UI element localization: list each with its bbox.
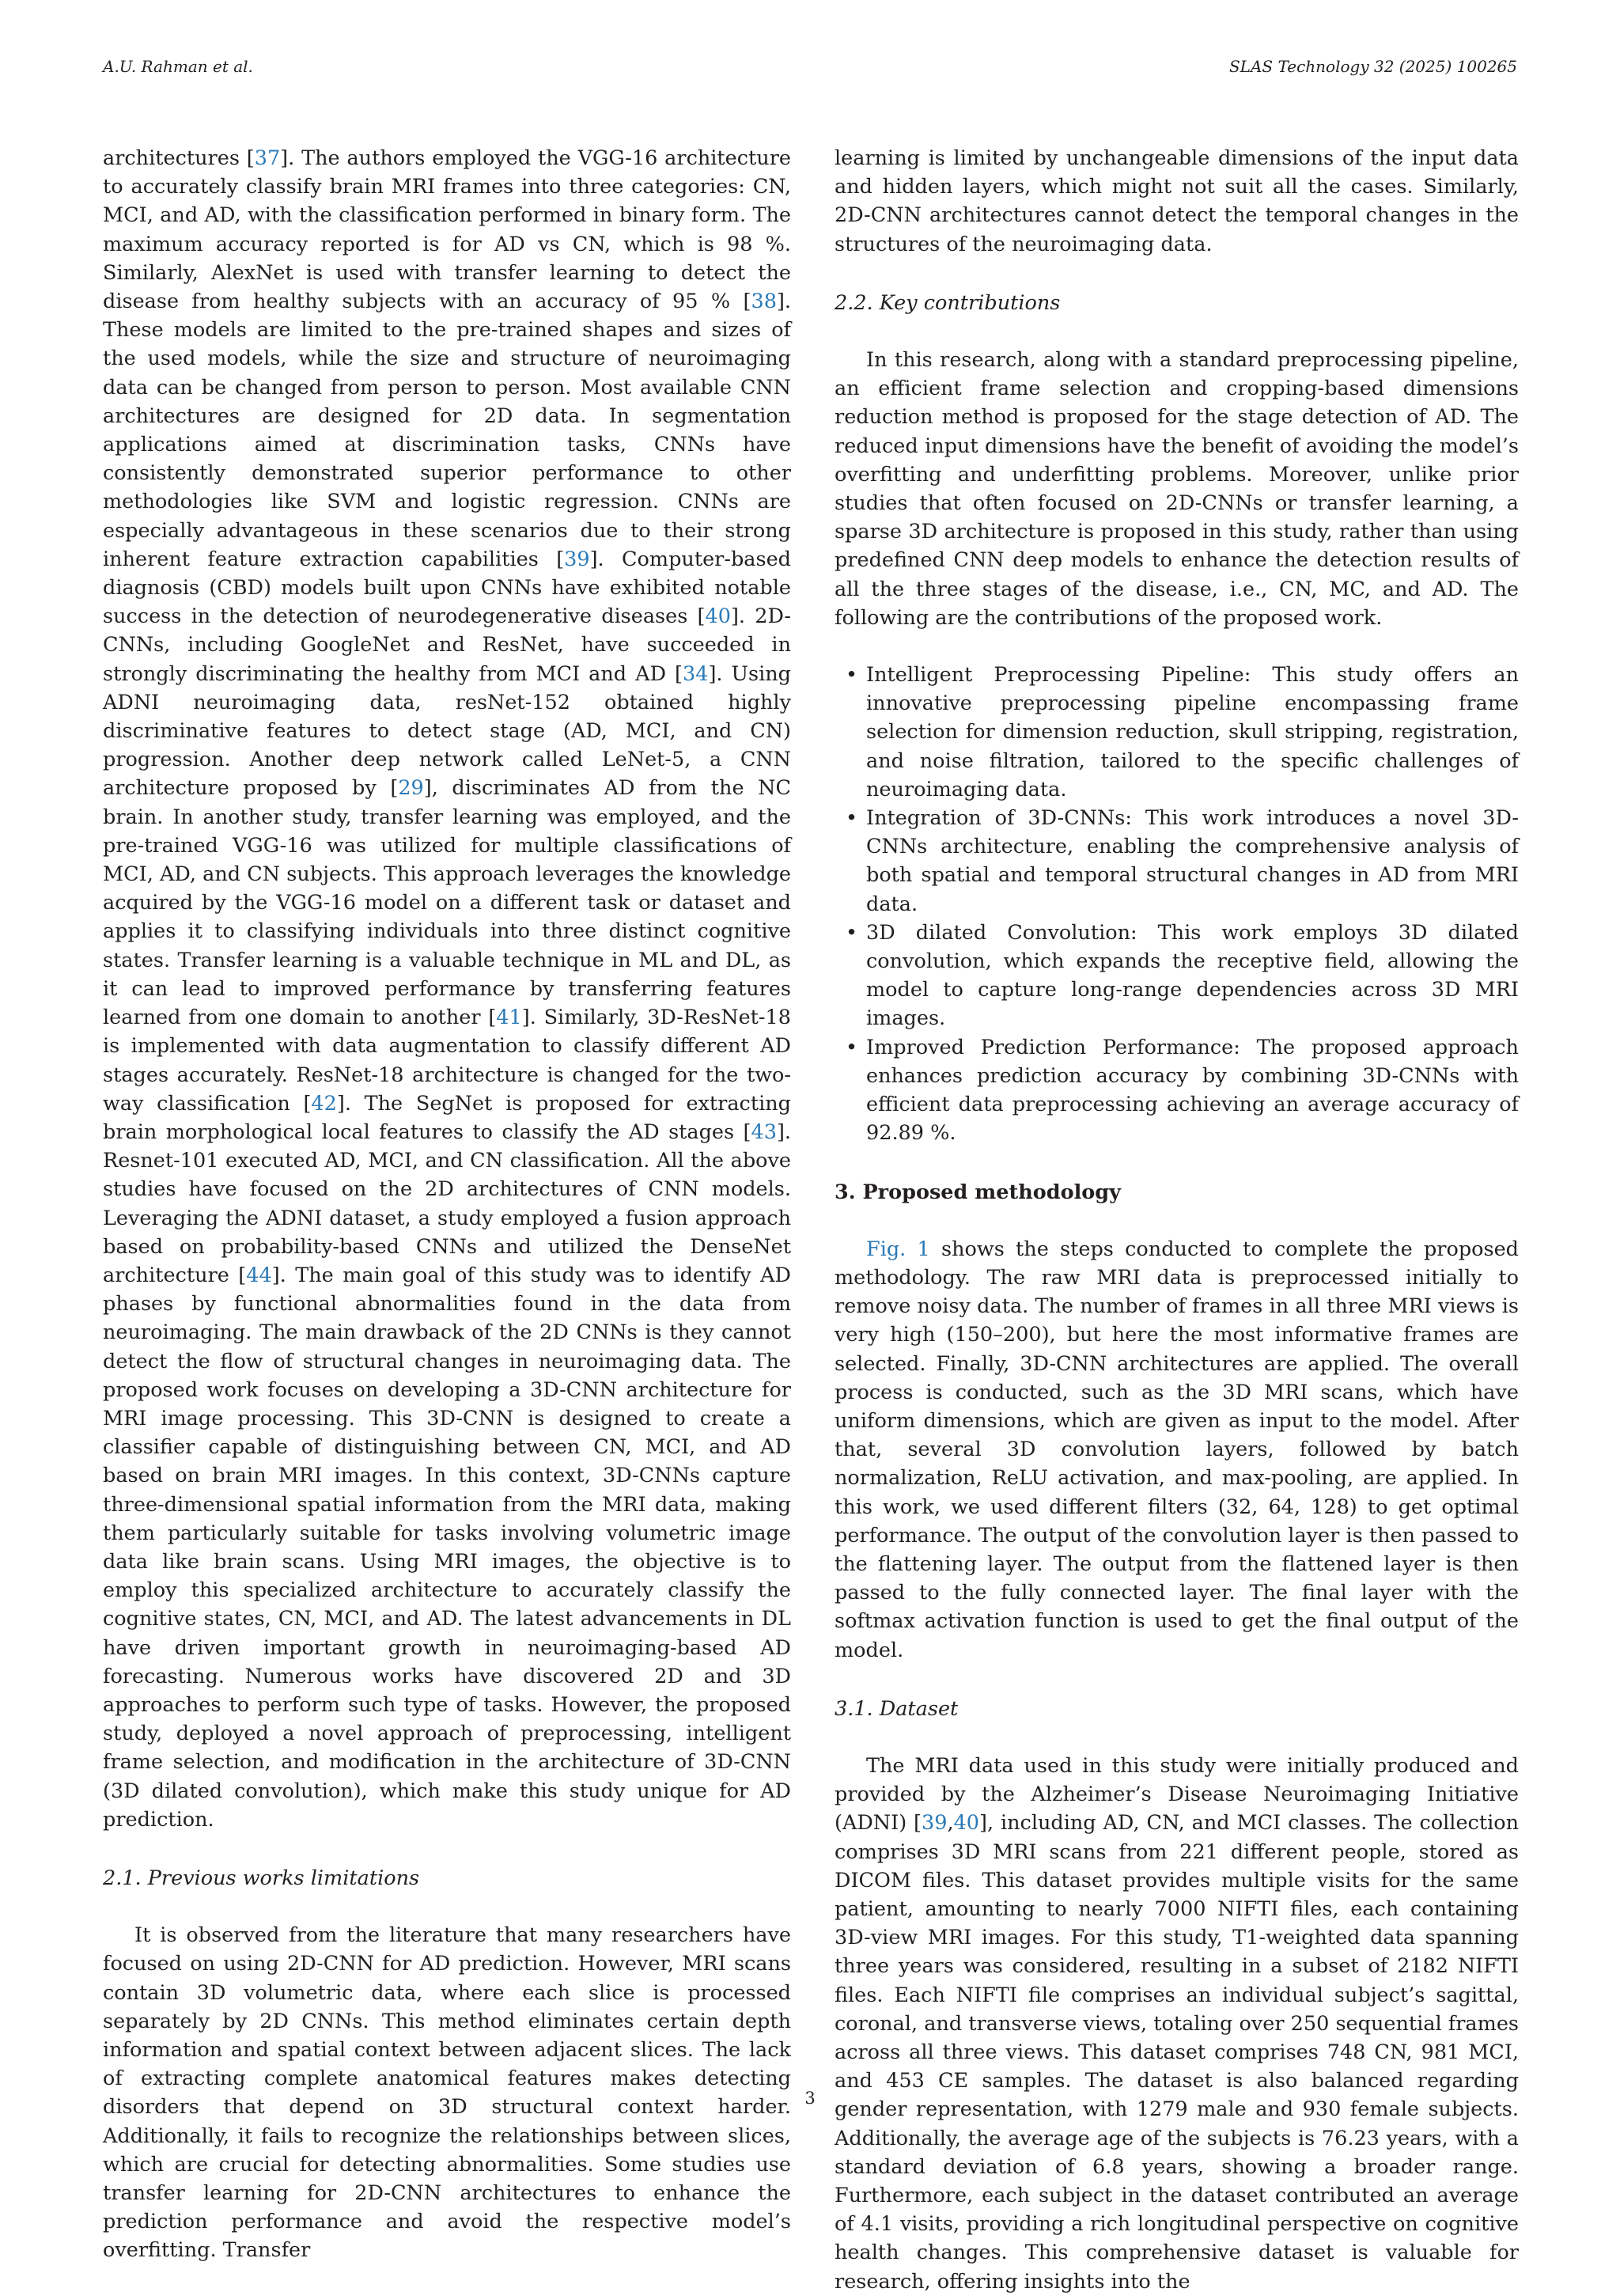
section-3-heading: 3. Proposed methodology	[835, 1180, 1121, 1204]
bullet-icon: •	[846, 920, 858, 945]
citation-link[interactable]: 41	[496, 1006, 522, 1030]
citation-link[interactable]: 42	[311, 1091, 337, 1116]
section-2-2-heading: 2.2. Key contributions	[835, 290, 1061, 315]
limitations-paragraph: It is observed from the literature that many researchers have focused on using 2D-CNN for AD prediction. However, MRI scans contain 3D volumetric data, where each slice is processed separately by 2D CNNs. This method eliminates certain depth information and spatial context between adjacent slices. The lack of extracting complete anatomical features makes detecting disorders that depend on 3D structural context harder. Additionally, it fails to recognize the relationships between slices, which are crucial for detecting abnormalities. Some studies use transfer learning for 2D-CNN architectures to enhance the prediction performance and avoid the respective model’s overfitting. Transfer	[103, 1923, 791, 2263]
running-header-authors: A.U. Rahman et al.	[103, 57, 253, 76]
citation-link[interactable]: 39	[564, 547, 590, 571]
citation-link[interactable]: 34	[683, 661, 709, 686]
figure-reference-link[interactable]: Fig. 1	[866, 1237, 930, 1261]
methodology-paragraph: Fig. 1 shows the steps conducted to complete the proposed methodology. The raw MRI data is preprocessed initially to remove noisy data. The number of frames in all three MRI views is very high (150–200), but here the most informative frames are selected. Finally, 3D-CNN architectures are applied. The overall process is conducted, such as the 3D MRI scans, which have uniform dimensions, which are given as input to the model. After that, several 3D convolution layers, followed by batch normalization, ReLU activation, and max-pooling, are applied. In this work, we used different filters (32, 64, 128) to get optimal performance. The output of the convolution layer is then passed to the flattening layer. The output from the flattened layer is then passed to the fully connected layer. The final layer with the softmax activation function is used to get the final output of the model.	[835, 1237, 1520, 1662]
citation-link[interactable]: 37	[254, 146, 281, 170]
citation-link[interactable]: 40	[953, 1811, 980, 1836]
bullet-icon: •	[846, 1035, 858, 1059]
citation-link[interactable]: 43	[751, 1120, 777, 1144]
citation-link[interactable]: 44	[246, 1263, 272, 1287]
section-2-1-heading: 2.1. Previous works limitations	[103, 1866, 420, 1890]
contributions-list	[835, 661, 1519, 1147]
citation-link[interactable]: 38	[751, 290, 777, 314]
contributions-paragraph: In this research, along with a standard preprocessing pipeline, an efficient frame selection and cropping-based dimensions reduction method is proposed for the stage detection of AD. The reduced input dimensions have the benefit of avoiding the model’s overfitting and underfitting problems. Moreover, unlike prior studies that often focused on 2D-CNNs or transfer learning, a sparse 3D architecture is proposed in this study, rather than using predefined CNN deep models to enhance the detection results of all the three stages of the disease, i.e., CN, MC, and AD. The following are the contributions of the proposed work.	[835, 348, 1519, 630]
running-header-journal: SLAS Technology 32 (2025) 100265	[1228, 57, 1517, 76]
intro-paragraph: architectures [37]. The authors employed the VGG-16 architecture to accurately classify brain MRI frames into three categories: CN, MCI, and AD, with the classification performed in binary form. The maximum accuracy reported is for AD vs CN, which is 98 %. Similarly, AlexNet is used with transfer learning to detect the disease from healthy subjects with an accuracy of 95 % [38]. These models are limited to the pre-trained shapes and sizes of the used models, while the size and structure of neuroimaging data can be changed from person to person. Most available CNN architectures are designed for 2D data. In segmentation applications aimed at discrimination tasks, CNNs have consistently demonstrated superior performance to other methodologies like SVM and logistic regression. CNNs are especially advantageous in these scenarios due to their strong inherent feature extraction capabilities [39]. Computer-based diagnosis (CBD) models built upon CNNs have exhibited notable success in the detection of neurodegenerative diseases [40]. 2D-CNNs, including GoogleNet and ResNet, have succeeded in strongly discriminating the healthy from MCI and AD [34]. Using ADNI neuroimaging data, resNet-152 obtained highly discriminative features to detect stage (AD, MCI, and CN) progression. Another deep network called LeNet-5, a CNN architecture proposed by [29], discriminates AD from the NC brain. In another study, transfer learning was employed, and the pre-trained VGG-16 was utilized for multiple classifications of MCI, AD, and CN subjects. This approach leverages the knowledge acquired by the VGG-16 model on a different task or dataset and applies it to classifying individuals into three distinct cognitive states. Transfer learning is a valuable technique in ML and DL, as it can lead to improved performance by transferring features learned from one domain to another [41]. Similarly, 3D-ResNet-18 is implemented with data augmentation to classify different AD stages accurately. ResNet-18 architecture is changed for the two-way classification [42]. The SegNet is proposed for extracting brain morphological local features to classify the AD stages [43]. Resnet-101 executed AD, MCI, and CN classification. All the above studies have focused on the 2D architectures of CNN models. Leveraging the ADNI dataset, a study employed a fusion approach based on probability-based CNNs and utilized the DenseNet architecture [44]. The main goal of this study was to identify AD phases by functional abnormalities found in the data from neuroimaging. The main drawback of the 2D CNNs is they cannot detect the flow of structural changes in neuroimaging data. The proposed work focuses on developing a 3D-CNN architecture for MRI image processing. This 3D-CNN is designed to create a classifier capable of distinguishing between CN, MCI, and AD based on brain MRI images. In this context, 3D-CNNs capture three-dimensional spatial information from the MRI data, making them particularly suitable for tasks involving volumetric image data like brain scans. Using MRI images, the objective is to employ this specialized architecture to accurately classify the cognitive states, CN, MCI, and AD. The latest advancements in DL have driven important growth in neuroimaging-based AD forecasting. Numerous works have discovered 2D and 3D approaches to perform such type of tasks. However, the proposed study, deployed a novel approach of preprocessing, intelligent frame selection, and modification in the architecture of 3D-CNN (3D dilated convolution), which make this study unique for AD prediction.	[103, 146, 792, 1832]
dataset-paragraph: The MRI data used in this study were initially produced and provided by the Alzheimer’s Disease Neuroimaging Initiative (ADNI) [39,40], including AD, CN, and MCI classes. The collection comprises 3D MRI scans from 221 different people, stored as DICOM files. This dataset provides multiple visits for the same patient, amounting to nearly 7000 NIFTI files, each containing 3D-view MRI images. For this study, T1-weighted data spanning three years was considered, resulting in a subset of 2182 NIFTI files. Each NIFTI file comprises an individual subject’s sagittal, coronal, and transverse views, totaling over 250 sequential frames across all three views. This dataset comprises 748 CN, 981 MCI, and 453 CE samples. The dataset is also balanced regarding gender representation, with 1279 male and 930 female subjects. Additionally, the average age of the subjects is 76.23 years, with a standard deviation of 6.8 years, showing a broader range. Furthermore, each subject in the dataset contributed an average of 4.1 visits, providing a rich longitudinal perspective on cognitive health changes. This comprehensive dataset is valuable for research, offering insights into the	[835, 1753, 1519, 2294]
list-item: • 3D dilated Convolution: This work employs 3D dilated convolution, which expands the receptive field, allowing the model to capture long-range dependencies across 3D MRI images.	[835, 919, 1519, 1033]
left-column	[103, 144, 791, 2265]
bullet-icon: •	[846, 806, 858, 831]
list-item: • Intelligent Preprocessing Pipeline: This study offers an innovative preprocessing pipeline encompassing frame selection for dimension reduction, skull stripping, registration, and noise filtration, tailored to the specific challenges of neuroimaging data.	[835, 661, 1519, 804]
citation-link[interactable]: 39	[922, 1811, 948, 1836]
list-item: • Integration of 3D-CNNs: This work introduces a novel 3D-CNNs architecture, enabling the comprehensive analysis of both spatial and temporal structural changes in AD from MRI data.	[835, 804, 1519, 919]
continued-paragraph: learning is limited by unchangeable dimensions of the input data and hidden layers, which might not suit all the cases. Similarly, 2D-CNN architectures cannot detect the temporal changes in the structures of the neuroimaging data.	[835, 146, 1519, 256]
right-column	[835, 144, 1519, 2296]
page-number: 3	[804, 2089, 816, 2108]
section-3-1-heading: 3.1. Dataset	[835, 1696, 959, 1721]
citation-link[interactable]: 40	[705, 604, 731, 629]
list-item: • Improved Prediction Performance: The proposed approach enhances prediction accuracy by combining 3D-CNNs with efficient data preprocessing achieving an average accuracy of 92.89 %.	[835, 1033, 1519, 1148]
citation-link[interactable]: 29	[398, 776, 424, 801]
bullet-icon: •	[846, 663, 858, 688]
